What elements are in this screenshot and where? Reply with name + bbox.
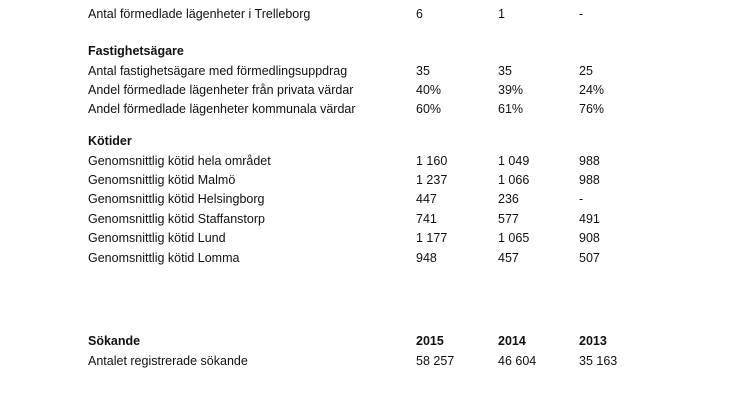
value-2015: 741 <box>416 212 437 226</box>
row-label: Genomsnittlig kötid Staffanstorp <box>88 212 265 226</box>
value-2013: 507 <box>579 251 600 265</box>
value-2014: 236 <box>498 192 519 206</box>
table-row <box>0 352 746 371</box>
row-label: Antal förmedlade lägenheter i Trelleborg <box>88 7 311 21</box>
value-2014: 35 <box>498 64 512 78</box>
section-title: Sökande <box>88 334 141 348</box>
row-label: Andel förmedlade lägenheter kommunala värdar <box>88 102 356 116</box>
row-label: Genomsnittlig kötid Helsingborg <box>88 192 265 206</box>
value-2015: 447 <box>416 192 437 206</box>
table-row <box>0 210 746 229</box>
row-label: Genomsnittlig kötid Lomma <box>88 251 240 265</box>
table-row <box>0 152 746 171</box>
value-2013: 491 <box>579 212 600 226</box>
row-label: Antalet registrerade sökande <box>88 354 248 368</box>
value-2014: 457 <box>498 251 519 265</box>
value-2014: 61% <box>498 102 524 116</box>
value-2015: 1 177 <box>416 231 448 245</box>
table-row <box>0 5 746 24</box>
year-header-2014: 2014 <box>498 334 526 348</box>
row-label: Genomsnittlig kötid Lund <box>88 231 226 245</box>
value-2013: 25 <box>579 64 593 78</box>
value-2015: 1 237 <box>416 173 448 187</box>
value-2014: 1 065 <box>498 231 530 245</box>
section-title: Fastighetsägare <box>88 44 184 58</box>
section-title: Kötider <box>88 134 132 148</box>
table-row <box>0 249 746 268</box>
value-2015: 60% <box>416 102 442 116</box>
table-row <box>0 229 746 248</box>
value-2013: - <box>579 7 584 21</box>
value-2014: 1 049 <box>498 154 530 168</box>
value-2013: 76% <box>579 102 605 116</box>
section-heading-fastighetsagare <box>0 42 746 61</box>
table-row <box>0 62 746 81</box>
value-2013: - <box>579 192 584 206</box>
table-row <box>0 100 746 119</box>
row-label: Genomsnittlig kötid Malmö <box>88 173 236 187</box>
value-2014: 46 604 <box>498 354 537 368</box>
value-2013: 908 <box>579 231 600 245</box>
value-2014: 1 066 <box>498 173 530 187</box>
value-2013: 35 163 <box>579 354 618 368</box>
row-label: Genomsnittlig kötid hela området <box>88 154 271 168</box>
value-2014: 1 <box>498 7 505 21</box>
table-row <box>0 190 746 209</box>
section-heading-kotider <box>0 132 746 151</box>
value-2015: 35 <box>416 64 430 78</box>
row-label: Andel förmedlade lägenheter från privata värdar <box>88 83 354 97</box>
row-label: Antal fastighetsägare med förmedlingsuppdrag <box>88 64 348 78</box>
section-heading-sokande <box>0 332 746 351</box>
value-2015: 40% <box>416 83 442 97</box>
table-row <box>0 81 746 100</box>
value-2015: 58 257 <box>416 354 455 368</box>
year-header-2015: 2015 <box>416 334 444 348</box>
value-2013: 988 <box>579 173 600 187</box>
value-2014: 39% <box>498 83 524 97</box>
value-2014: 577 <box>498 212 519 226</box>
value-2015: 6 <box>416 7 423 21</box>
value-2013: 24% <box>579 83 605 97</box>
value-2015: 948 <box>416 251 437 265</box>
value-2013: 988 <box>579 154 600 168</box>
table-row <box>0 171 746 190</box>
year-header-2013: 2013 <box>579 334 607 348</box>
value-2015: 1 160 <box>416 154 448 168</box>
